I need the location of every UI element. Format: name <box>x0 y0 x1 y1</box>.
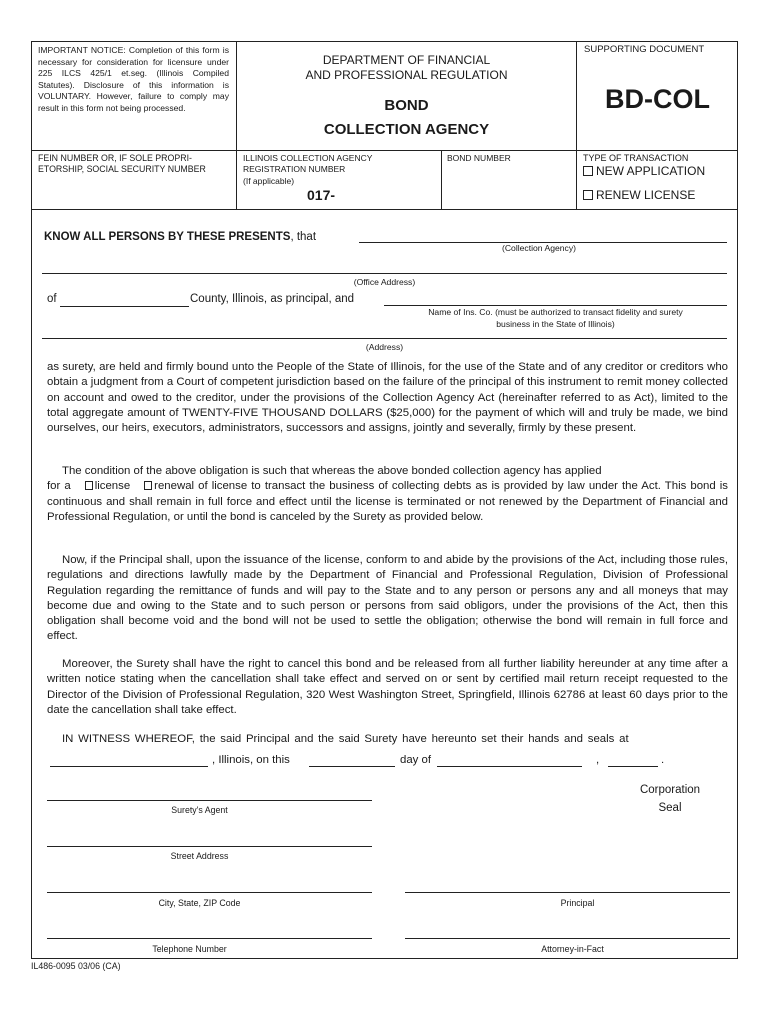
important-notice: IMPORTANT NOTICE: Completion of this form is necessary for consideration for licensure under 225 ILCS 425/1 et.seg. (Illinois Compiled Statutes). Disclosure of this information is VOLUNTARY. However, failure to comply may result in this form not being processed. <box>38 45 229 113</box>
sureties-agent-line[interactable] <box>47 800 372 801</box>
registration-label-2: REGISTRATION NUMBER <box>243 164 346 174</box>
street-address-label: Street Address <box>170 851 229 861</box>
principal-line[interactable] <box>405 892 730 893</box>
corporation-seal-2: Seal <box>658 802 682 814</box>
department-name-line1: DEPARTMENT OF FINANCIAL <box>322 53 491 67</box>
telephone-line[interactable] <box>47 938 372 939</box>
new-application-checkbox[interactable] <box>583 166 593 176</box>
bond-paragraph-1: as surety, are held and firmly bound unto the People of the State of Illinois, for the use of the State and of any creditor or creditors who obtain a judgment from a Court of competent jurisdiction based on the failure of the principal of this instrument to remit money collected on account and owed to the creditor, under the provisions of the Collection Agency Act (hereinafter referred to as Act), limited to the total aggregate amount of TWENTY-FIVE THOUSAND DOLLARS ($25,000) for the payment of which will and truly be made, we bind ourselves, our heirs, executors, administrators, successors and assigns, jointly and severally, firmly by these present. <box>47 361 728 435</box>
header-bottom-line <box>31 209 738 210</box>
bond-number-label: BOND NUMBER <box>447 153 511 163</box>
header-row-divider <box>31 150 738 151</box>
bond-paragraph-3: Now, if the Principal shall, upon the issuance of the license, conform to and abide by the provisions of the Act, including those rules, regulations and directions lawfully made by the Department of Financial and Professional Regulation, Division of Professional Regulation regarding the remittance of funds and will pay to the State and to any person or persons any and all moneys that may become due and owing to the State and to such person or persons from said obligors, under the provisions of the Act, then this obligation shall become void and the bond will not be used to settle the obligation; otherwise the bond will remain in full force and effect. <box>47 554 728 643</box>
county-line[interactable] <box>60 306 189 307</box>
header-divider-3 <box>441 150 442 209</box>
know-all-rest: , that <box>290 231 317 243</box>
supporting-document-label: SUPPORTING DOCUMENT <box>584 44 705 55</box>
header-divider-2 <box>576 41 577 209</box>
renewal-option-label: renewal of license <box>154 480 248 493</box>
of-label: of <box>47 293 57 305</box>
county-text: County, Illinois, as principal, and <box>190 293 355 305</box>
license-type-line <box>47 479 728 525</box>
department-name-line2: AND PROFESSIONAL REGULATION <box>305 68 508 82</box>
for-a-label: for a <box>47 480 71 493</box>
street-address-line[interactable] <box>47 846 372 847</box>
insurance-company-line[interactable] <box>384 305 727 306</box>
telephone-label: Telephone Number <box>152 944 227 954</box>
office-address-line[interactable] <box>42 273 727 274</box>
collection-agency-caption: (Collection Agency) <box>501 243 577 253</box>
form-title-agency: COLLECTION AGENCY <box>323 121 490 138</box>
city-state-zip-label: City, State, ZIP Code <box>158 898 241 908</box>
bond-paragraph-4: Moreover, the Surety shall have the right to cancel this bond and be released from all further liability hereunder at any time after a written notice stating when the cancellation shall take effect and served on or sent by certified mail return receipt requested to the Director of the Division of Professional Regulation, 320 West Washington Street, Springfield, Illinois 62786 at least 60 days prior to the date the cancellation shall take effect. <box>47 658 728 716</box>
new-application-option[interactable] <box>583 164 705 178</box>
renew-license-label: RENEW LICENSE <box>596 188 696 202</box>
insurance-caption-2: business in the State of Illinois) <box>496 319 615 329</box>
period: . <box>661 754 665 766</box>
place-line[interactable] <box>50 766 208 767</box>
city-state-zip-line[interactable] <box>47 892 372 893</box>
year-line[interactable] <box>608 766 658 767</box>
attorney-label: Attorney-in-Fact <box>541 944 604 954</box>
registration-number-prefix[interactable]: 017- <box>307 187 336 203</box>
day-of-label: day of <box>400 754 432 766</box>
surety-address-line[interactable] <box>42 338 727 339</box>
condition-text: The condition of the above obligation is such that whereas the above bonded collection agency has applied <box>62 465 602 477</box>
address-caption: (Address) <box>365 342 404 352</box>
day-line[interactable] <box>309 766 395 767</box>
office-address-caption: (Office Address) <box>353 277 416 287</box>
month-line[interactable] <box>437 766 582 767</box>
attorney-line[interactable] <box>405 938 730 939</box>
sureties-agent-label: Surety's Agent <box>171 805 228 815</box>
know-all-persons <box>44 231 316 243</box>
license-checkbox[interactable] <box>85 481 93 490</box>
insurance-caption-1: Name of Ins. Co. (must be authorized to transact fidelity and surety <box>428 307 683 317</box>
know-all-bold: KNOW ALL PERSONS BY THESE PRESENTS <box>44 231 291 243</box>
new-application-label: NEW APPLICATION <box>596 164 706 178</box>
renew-license-checkbox[interactable] <box>583 190 593 200</box>
form-title-bond: BOND <box>384 97 429 114</box>
form-id: IL486-0095 03/06 (CA) <box>31 961 121 971</box>
fein-label: FEIN NUMBER OR, IF SOLE PROPRI-ETORSHIP, SOCIAL SECURITY NUMBER <box>38 153 206 174</box>
registration-label-3: (If applicable) <box>243 176 295 186</box>
witness-statement: IN WITNESS WHEREOF, the said Principal and the said Surety have hereunto set their hands and seals at <box>62 733 629 745</box>
registration-label-1: ILLINOIS COLLECTION AGENCY <box>243 153 373 163</box>
comma: , <box>596 754 600 766</box>
renewal-checkbox[interactable] <box>144 481 152 490</box>
illinois-on-this: , Illinois, on this <box>212 754 290 766</box>
renew-license-option[interactable] <box>583 188 695 202</box>
condition-text-cont: to transact the business of collecting debts as is provided by law under the Act. This bond is continuous and shall remain in full force and effect until the license is terminated or not renewed by the Department of Financial and Professional Regulation, or until the bond is canceled by the Surety as provided below. <box>47 480 729 523</box>
corporation-seal-1: Corporation <box>639 784 701 796</box>
transaction-type-label: TYPE OF TRANSACTION <box>583 153 689 163</box>
bond-paragraph-2 <box>47 464 728 525</box>
form-code: BD-COL <box>605 84 710 114</box>
principal-label: Principal <box>560 898 595 908</box>
license-option-label: license <box>94 480 131 493</box>
